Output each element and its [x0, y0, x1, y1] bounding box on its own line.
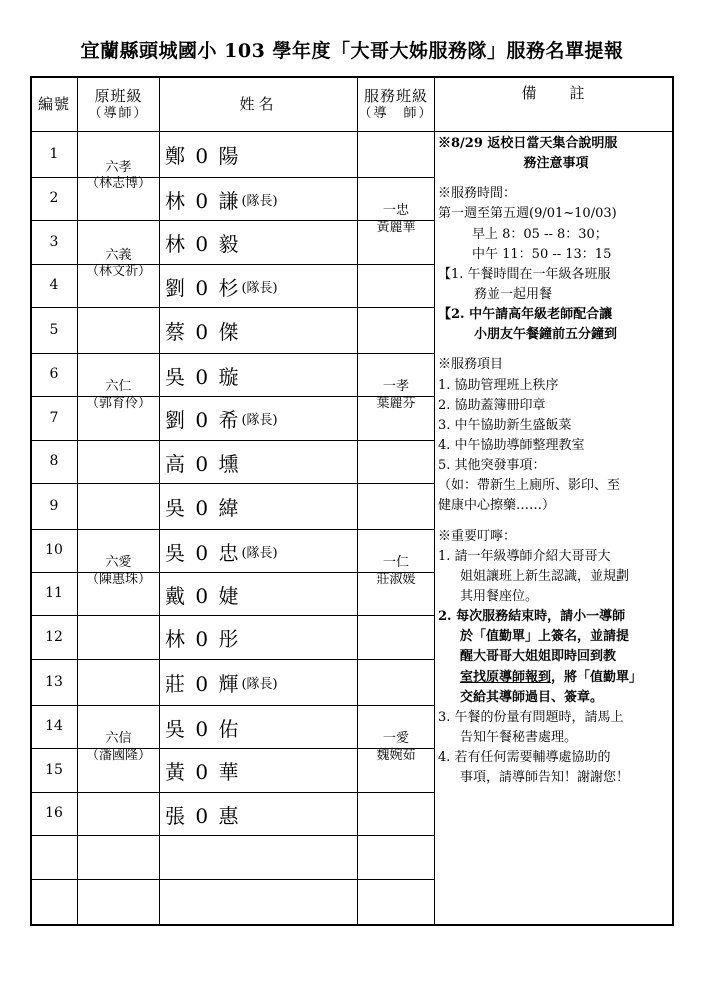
student-name-text: 劉 0 希 [165, 408, 241, 432]
service-class-name: 一仁 [382, 555, 409, 571]
student-name [160, 397, 357, 440]
captain-tag: (隊長) [241, 413, 278, 428]
header-number: 編號 [37, 95, 70, 114]
notes-reminder-1: 其用餐座位。 [460, 588, 539, 604]
service-class-name: 一愛 [382, 731, 409, 747]
captain-tag: (隊長) [241, 545, 278, 561]
notes-item: 2. 協助蓋簿冊印章 [438, 397, 546, 413]
notes-time-morning: 早上 8：05 -- 8：30； [472, 226, 608, 242]
student-name [160, 616, 357, 659]
service-class-teacher: 葉麗芬 [376, 395, 416, 411]
student-name [160, 793, 357, 835]
student-name [160, 706, 357, 748]
row-number: 8 [49, 453, 59, 470]
notes-item: 4. 中午協助導師整理教室 [438, 437, 585, 453]
student-name-text: 鄭 0 陽 [165, 144, 241, 168]
header-service-class [358, 78, 434, 131]
notes-time-heading: ※服務時間： [438, 186, 517, 202]
captain-tag: (隊長) [241, 280, 278, 296]
row-number: 16 [45, 805, 63, 822]
captain-tag: (隊長) [241, 677, 278, 692]
student-name-text: 林 0 彤 [165, 627, 241, 651]
notes-reminder-2: 於「值勤單」上簽名，並請提 [460, 629, 630, 645]
notes-item: 3. 中午協助新生盛飯菜 [438, 417, 572, 433]
student-name [160, 484, 357, 529]
row-number: 6 [49, 366, 59, 383]
row-number: 4 [49, 277, 59, 294]
notes-item: 5. 其他突發事項： [438, 458, 546, 474]
row-number: 12 [45, 628, 63, 645]
original-class-group [78, 484, 159, 659]
notes-reminder-2-text: ，將「值勤單」 [551, 669, 643, 685]
notes-reminder-2: 醒大哥哥大姐姐即時回到教 [460, 649, 617, 665]
spacer [438, 174, 674, 184]
notes-reminder-2 [438, 668, 674, 688]
student-name [160, 132, 357, 177]
service-class-group [358, 660, 434, 835]
original-class-group [78, 308, 159, 483]
row-divider [30, 835, 434, 836]
student-name-text: 戴 0 婕 [165, 583, 241, 608]
student-name [160, 530, 357, 572]
notes-items-heading: ※服務項目 [438, 357, 504, 373]
original-class-teacher: （郭育伶） [85, 395, 151, 411]
student-name [160, 265, 357, 307]
student-name-text: 莊 0 輝 [165, 672, 241, 696]
notes-reminder-1: 1. 請一年級導師介紹大哥哥大 [438, 548, 611, 564]
original-class-teacher: （陳惠珠） [85, 571, 151, 587]
student-name-text: 吳 0 佑 [165, 716, 241, 741]
notes-reminder-4: 4. 若有任何需要輔導處協助的 [438, 750, 611, 766]
notes-reminder-3: 3. 午餐的份量有問題時，請馬上 [438, 709, 624, 725]
header-name: 姓名 [239, 95, 278, 114]
row-number: 15 [45, 761, 63, 778]
notes-reminder-4: 事項，請導師告知！謝謝您！ [460, 770, 630, 786]
row-divider [30, 879, 434, 880]
student-name [160, 308, 357, 353]
notes-reminder-heading: ※重要叮嚀： [438, 528, 517, 544]
notes-reminder-2-emphasis: 室找原導師報到 [460, 669, 552, 685]
notes-reminder-2: 交給其導師過目、簽章。 [460, 689, 604, 705]
service-class-teacher: 魏婉茹 [376, 747, 416, 763]
service-class-teacher: 黃麗華 [376, 219, 416, 235]
student-name-text: 張 0 惠 [165, 803, 241, 828]
notes-lunch-2: 【2. 中午請高年級老師配合讓 [438, 307, 613, 323]
row-number: 14 [45, 718, 63, 735]
notes-reminder-3: 告知午餐秘書處理。 [460, 729, 578, 745]
original-class-teacher: （林志博） [85, 176, 151, 191]
notes-reminder-1: 姐姐讓班上新生認識，並規劃 [460, 568, 630, 584]
student-name [160, 573, 357, 615]
original-class-name: 六孝 [105, 159, 132, 175]
row-number: 7 [49, 409, 59, 426]
row-number: 3 [49, 233, 59, 250]
service-class-name: 一孝 [382, 379, 409, 395]
row-number: 9 [49, 497, 59, 514]
row-number: 10 [45, 542, 63, 559]
notes-item-detail: （如：帶新生上廁所、影印、至 [438, 478, 621, 494]
student-name [160, 441, 357, 483]
header-original-class-teacher: （導師） [88, 105, 149, 121]
original-class-group [78, 132, 159, 220]
header-notes: 備 註 [521, 83, 586, 102]
student-name-text: 吳 0 璇 [165, 364, 241, 389]
notes-item: 1. 協助管理班上秩序 [438, 377, 559, 393]
spacer [438, 517, 674, 527]
original-class-name: 六愛 [105, 555, 132, 571]
service-class-group [358, 308, 434, 483]
row-number: 1 [49, 145, 59, 162]
student-name [160, 749, 357, 792]
notes-lunch-2: 小朋友午餐鐘前五分鐘到 [474, 327, 618, 343]
header-service-class-teacher: （導 師） [358, 105, 434, 121]
original-class-group [78, 660, 159, 835]
service-class-group [358, 484, 434, 659]
service-class-name: 一忠 [382, 203, 409, 219]
service-class-group [358, 132, 434, 307]
header-service-class-label: 服務班級 [363, 87, 428, 105]
row-number: 11 [45, 585, 63, 602]
notes-time-range: 第一週至第五週(9/01~10/03) [438, 206, 617, 222]
row-number: 2 [49, 190, 59, 207]
notes-panel [438, 134, 674, 788]
student-name-text: 劉 0 杉 [165, 275, 241, 300]
student-name-text: 蔡 0 傑 [165, 320, 241, 344]
original-class-group [78, 221, 159, 307]
student-name [160, 354, 357, 396]
student-name-text: 林 0 毅 [165, 232, 241, 256]
original-class-teacher: （林文祈） [85, 264, 151, 279]
notes-lunch-1: 【1. 午餐時間在一年級各班服 [438, 266, 611, 282]
notes-item-detail: 健康中心擦藥……） [438, 498, 556, 514]
student-name-text: 林 0 謙 [165, 188, 241, 213]
student-name-text: 黃 0 華 [165, 760, 241, 784]
header-original-class-label: 原班級 [94, 87, 143, 105]
header-original-class [78, 78, 159, 131]
row-number: 13 [45, 673, 63, 690]
student-name [160, 660, 357, 705]
original-class-name: 六仁 [105, 379, 132, 395]
service-class-teacher: 莊淑媛 [376, 571, 416, 587]
notes-time-noon: 中午 11：50 -- 13：15 [472, 246, 612, 262]
notes-meeting: 務注意事項 [523, 156, 589, 172]
original-class-name: 六義 [105, 247, 132, 263]
student-name-text: 吳 0 緯 [165, 496, 241, 520]
student-name [160, 221, 357, 264]
student-name [160, 178, 357, 220]
notes-reminder-2: 2. 每次服務結束時，請小一導師 [438, 609, 626, 625]
captain-tag: (隊長) [241, 193, 278, 209]
original-class-teacher: （潘國隆） [85, 747, 151, 763]
notes-lunch-1: 務並一起用餐 [474, 286, 553, 302]
spacer [438, 345, 674, 355]
row-number: 5 [49, 321, 59, 338]
col-divider [434, 76, 435, 926]
table-border-bottom [30, 924, 674, 926]
notes-meeting: ※8/29 返校日當天集合說明服 [438, 136, 618, 151]
original-class-name: 六信 [105, 731, 132, 747]
document-title: 宜蘭縣頭城國小 103 學年度「大哥大姊服務隊」服務名單提報 [80, 40, 624, 62]
student-name-text: 吳 0 忠 [165, 540, 241, 565]
student-name-text: 高 0 壎 [165, 451, 241, 476]
